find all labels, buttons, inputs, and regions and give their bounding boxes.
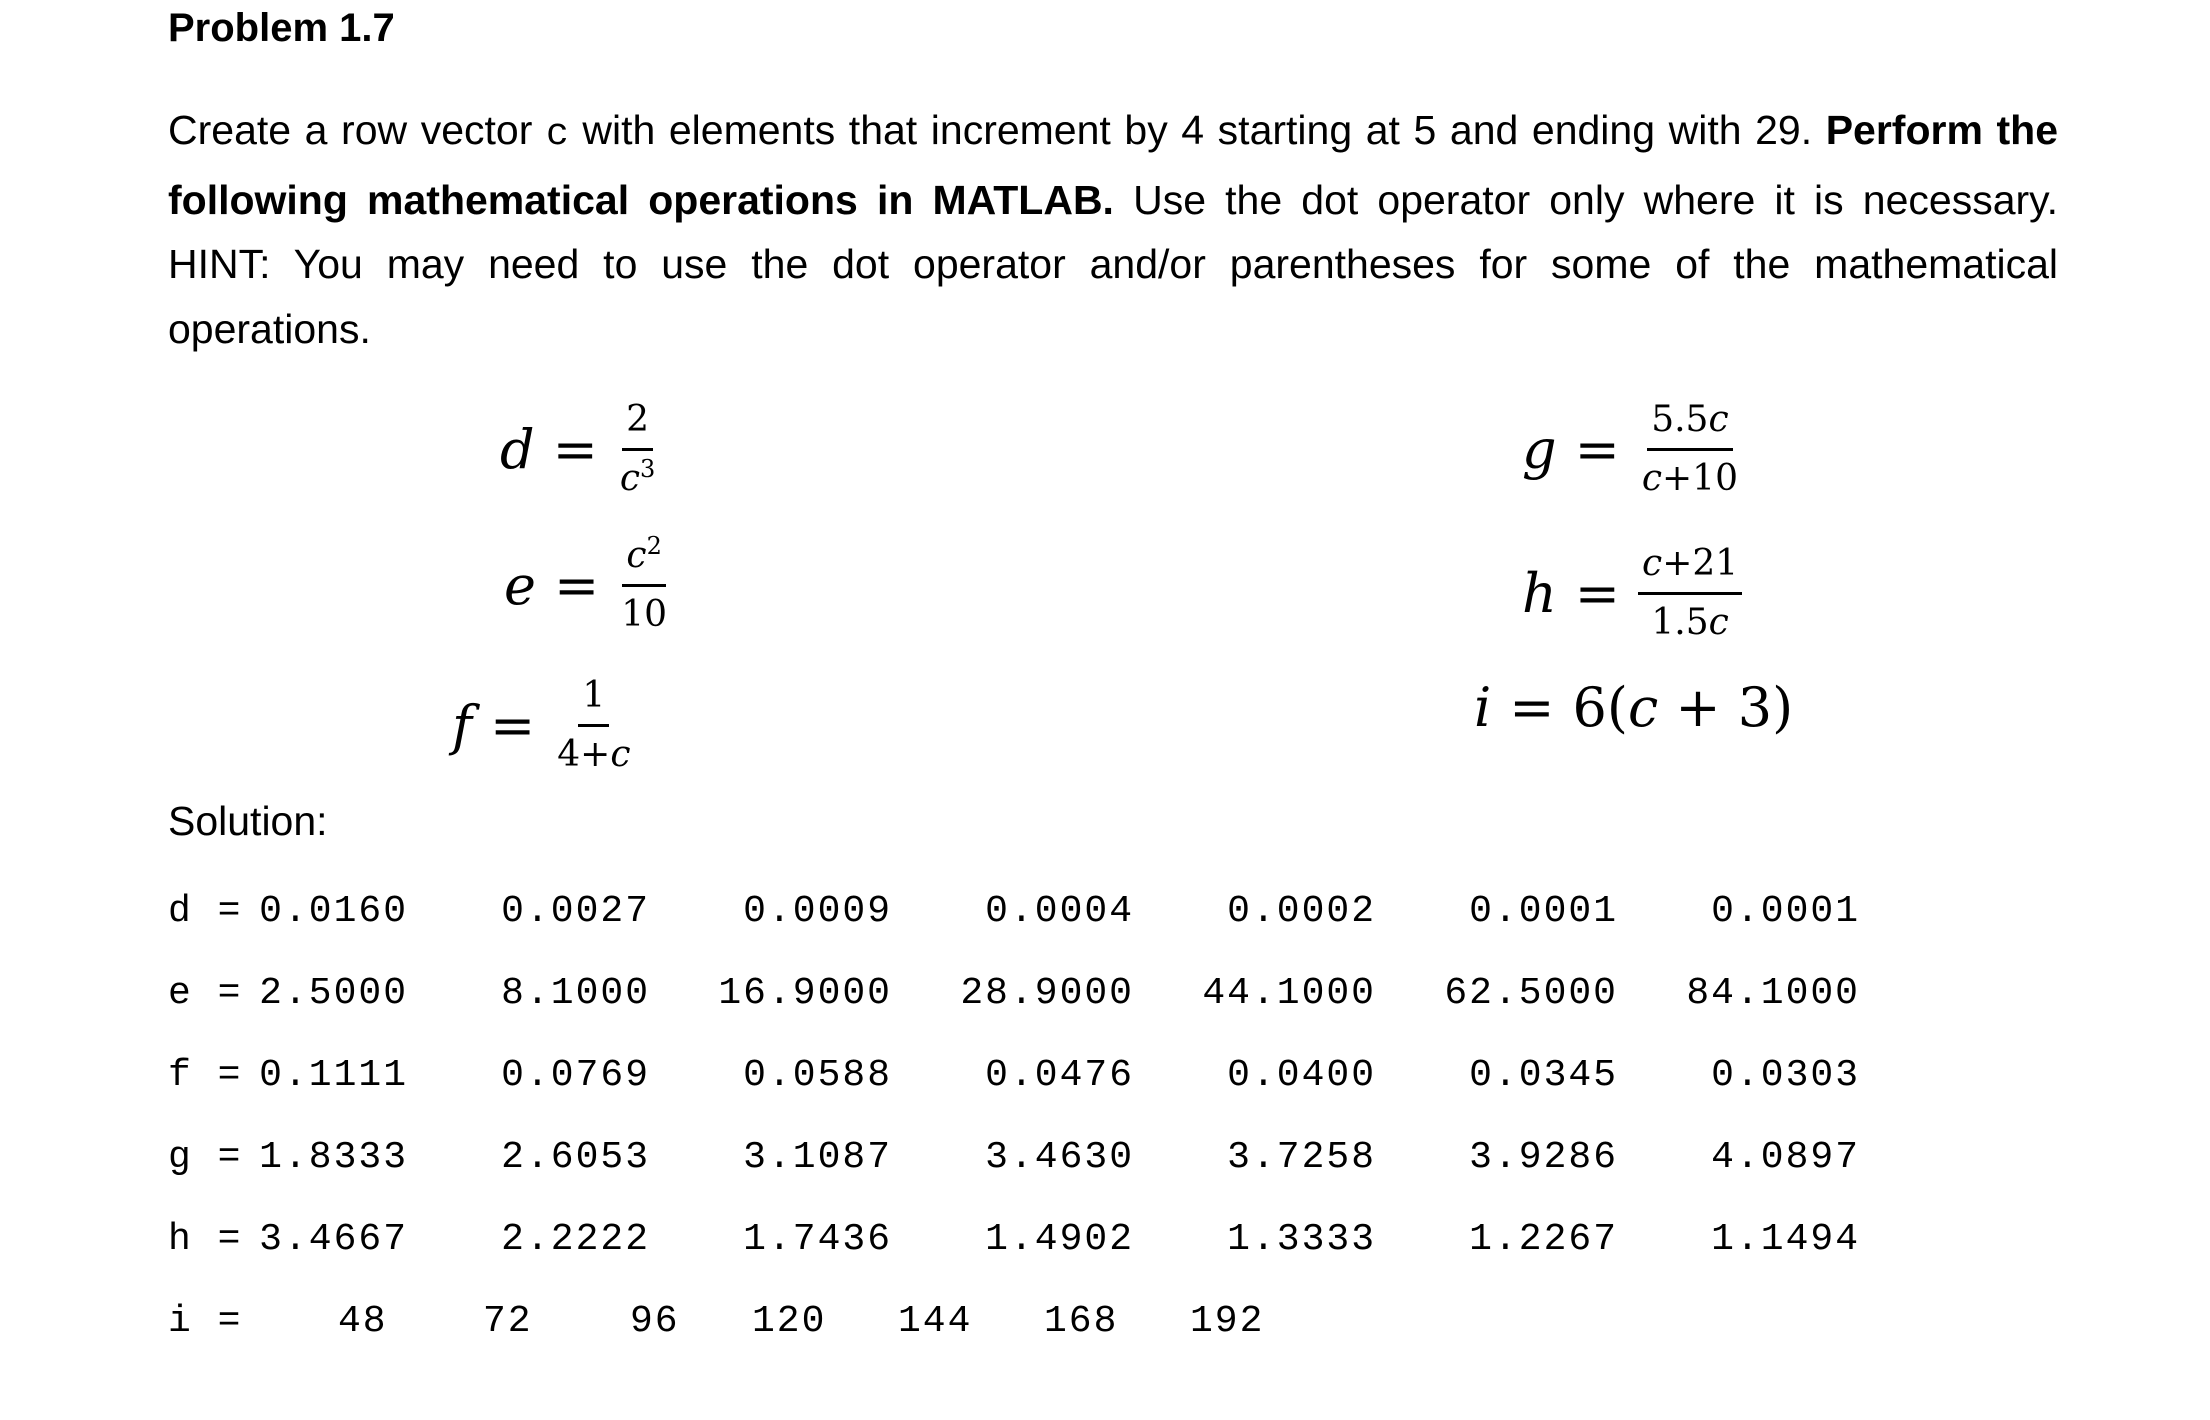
output-value: 84.1000	[1686, 972, 1860, 1015]
output-value: 3.1087	[743, 1136, 892, 1179]
output-value: 96	[630, 1300, 680, 1343]
equation-d-fraction	[616, 392, 659, 507]
output-value: 1.7436	[743, 1218, 892, 1261]
equation-i	[1474, 676, 1793, 739]
statement-text-1: Create a row vector	[168, 107, 546, 153]
equation-f-denominator: 4+c	[557, 734, 631, 775]
output-value: 0.0476	[985, 1054, 1134, 1097]
output-value: 3.4630	[985, 1136, 1134, 1179]
equation-e-fraction	[617, 528, 671, 643]
output-value: 0.0009	[743, 890, 892, 933]
output-value: 0.0160	[259, 890, 408, 933]
equation-g-denominator: c+10	[1641, 458, 1738, 499]
equation-g-equals: =	[1574, 418, 1620, 481]
output-label: i =	[168, 1300, 243, 1343]
statement-text-3: Use the dot operator only where it is necessary. HINT: You may need to use the dot operator and/or parentheses for some of the mathematical operations.	[168, 176, 2059, 352]
output-value: 8.1000	[501, 972, 650, 1015]
output-value: 192	[1190, 1300, 1265, 1343]
output-value: 1.1494	[1711, 1218, 1860, 1261]
equation-e-numerator: $c^2$	[622, 528, 665, 587]
output-value: 62.5000	[1444, 972, 1618, 1015]
output-value: 2.2222	[501, 1218, 650, 1261]
output-value: 0.0303	[1711, 1054, 1860, 1097]
output-value: 0.0769	[501, 1054, 650, 1097]
statement-bold-instruction: Perform the following mathematical operations in MATLAB.	[168, 107, 2059, 223]
equation-i-equals: =	[1509, 676, 1555, 739]
equation-f-equals: =	[490, 694, 536, 757]
equation-d-equals: =	[552, 418, 598, 481]
output-value: 3.7258	[1227, 1136, 1376, 1179]
output-label: h =	[168, 1218, 243, 1261]
output-label: f =	[168, 1054, 243, 1097]
output-value: 44.1000	[1202, 972, 1376, 1015]
equation-d-numerator: 2	[622, 392, 653, 451]
equation-g-fraction	[1638, 392, 1742, 507]
output-value: 1.2267	[1469, 1218, 1618, 1261]
equation-i-var: i	[1474, 676, 1492, 739]
equation-f-numerator: 1	[578, 668, 609, 727]
equation-f-fraction	[553, 668, 634, 783]
problem-statement	[168, 98, 2058, 361]
equation-g	[1522, 392, 1742, 507]
equation-d-var: d	[500, 418, 535, 481]
equation-h	[1522, 536, 1742, 651]
equation-i-expression: 6(c + 3)	[1572, 676, 1794, 739]
equation-e-denominator: 10	[621, 594, 668, 635]
output-value: 2.6053	[501, 1136, 650, 1179]
statement-text-2: with elements that increment by 4 starting at 5 and ending with 29.	[568, 107, 1826, 153]
equation-h-denominator: 1.5c	[1651, 602, 1729, 643]
output-label: d =	[168, 890, 243, 933]
output-value: 3.9286	[1469, 1136, 1618, 1179]
output-value: 0.0588	[743, 1054, 892, 1097]
equation-d	[500, 392, 659, 507]
output-value: 1.3333	[1227, 1218, 1376, 1261]
output-value: 0.0400	[1227, 1054, 1376, 1097]
solution-label: Solution:	[168, 798, 328, 844]
equation-e-equals: =	[553, 554, 600, 617]
equation-f	[452, 668, 635, 783]
output-value: 4.0897	[1711, 1136, 1860, 1179]
output-value: 168	[1044, 1300, 1119, 1343]
equation-e-var: e	[504, 554, 536, 617]
equation-f-var: f	[452, 694, 472, 757]
output-value: 144	[898, 1300, 973, 1343]
output-value: 0.0004	[985, 890, 1134, 933]
output-value: 0.0002	[1227, 890, 1376, 933]
equation-d-denominator: $c^3$	[619, 455, 656, 499]
equation-g-var: g	[1522, 418, 1557, 481]
output-value: 0.0345	[1469, 1054, 1618, 1097]
output-value: 120	[752, 1300, 827, 1343]
equation-h-numerator: c+21	[1638, 536, 1742, 595]
output-value: 0.0001	[1711, 890, 1860, 933]
output-value: 1.8333	[259, 1136, 408, 1179]
equation-h-fraction	[1638, 536, 1742, 651]
output-value: 48	[338, 1300, 388, 1343]
output-value: 0.1111	[259, 1054, 408, 1097]
output-value: 0.0001	[1469, 890, 1618, 933]
output-value: 1.4902	[985, 1218, 1134, 1261]
output-value: 72	[483, 1300, 533, 1343]
output-value: 3.4667	[259, 1218, 408, 1261]
equation-g-numerator: 5.5c	[1647, 392, 1732, 451]
equation-e	[504, 528, 671, 643]
equation-h-equals: =	[1574, 562, 1621, 625]
output-value: 16.9000	[718, 972, 892, 1015]
output-value: 28.9000	[960, 972, 1134, 1015]
output-label: e =	[168, 972, 243, 1015]
equation-h-var: h	[1522, 562, 1557, 625]
vector-name: c	[545, 113, 569, 156]
output-label: g =	[168, 1136, 243, 1179]
problem-title: Problem 1.7	[168, 6, 395, 50]
output-value: 0.0027	[501, 890, 650, 933]
output-value: 2.5000	[259, 972, 408, 1015]
